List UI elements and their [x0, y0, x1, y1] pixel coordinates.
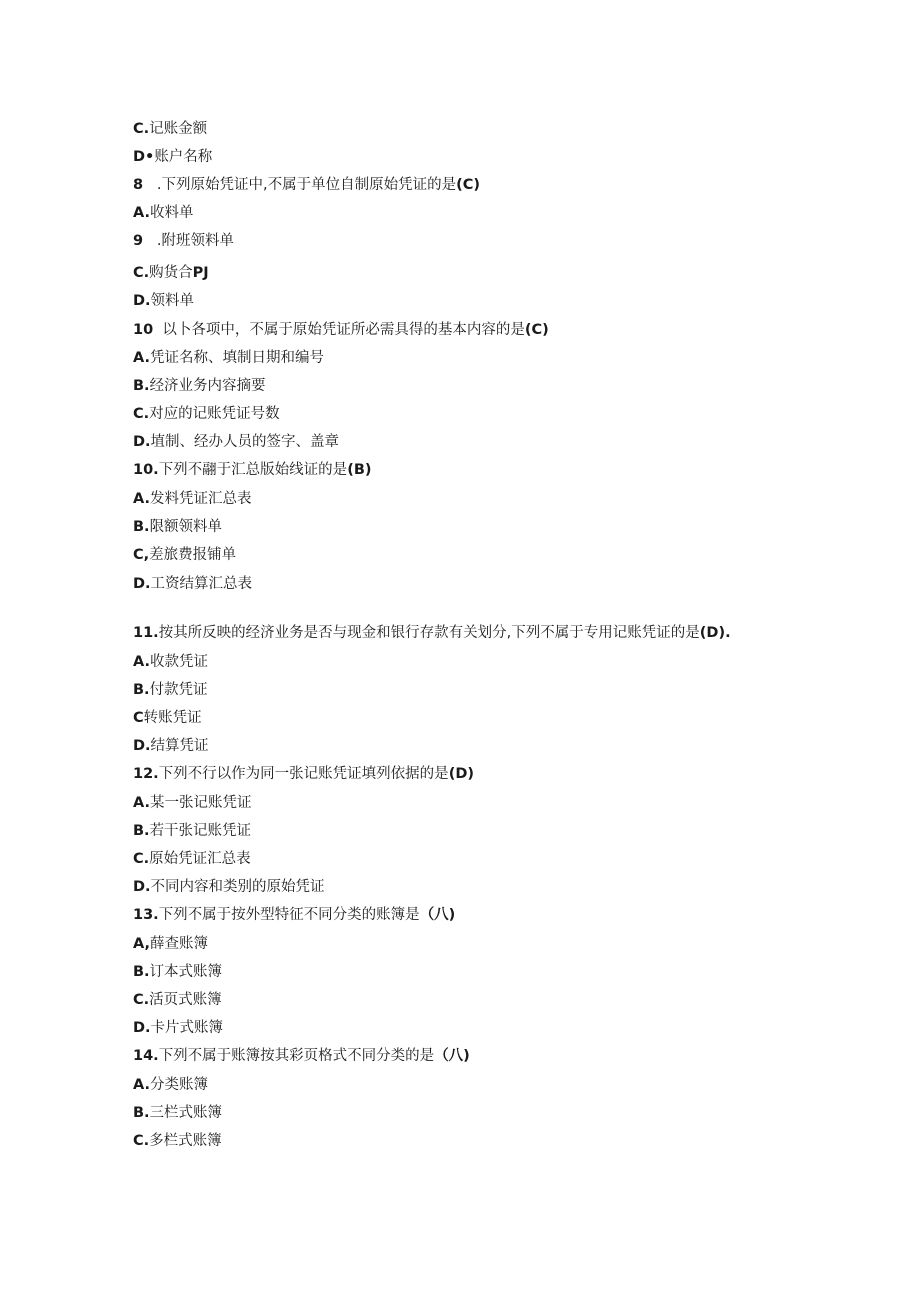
option-line: [133, 404, 280, 424]
option-text: 转账凭证: [143, 710, 202, 726]
option-text: 卡片式账簿: [150, 1020, 224, 1036]
option-letter: A.: [133, 654, 150, 670]
question-line: [133, 320, 549, 340]
option-letter: C.: [133, 265, 150, 281]
option-letter: C.: [133, 406, 150, 422]
option-line: [133, 934, 208, 954]
question-line: [133, 623, 731, 643]
option-line: [133, 652, 208, 672]
option-line: [133, 708, 202, 728]
option-text: 若干张记账凭证: [149, 823, 252, 839]
question-text: 按其所反映的经济业务是否与现金和银行存款有关划分,下列不属于专用记账凭证的是: [158, 625, 700, 641]
option-text: 收款凭证: [150, 654, 208, 670]
option-tail: PJ: [192, 265, 209, 281]
question-line: [133, 231, 234, 251]
option-letter: B.: [133, 378, 150, 394]
option-line: [133, 147, 212, 167]
option-line: [133, 376, 266, 396]
question-number: 11.: [133, 625, 159, 641]
option-text: 购货合: [149, 265, 193, 281]
option-letter: C: [133, 710, 144, 726]
question-text: 下列不属于账簿按其彩页格式不同分类的是: [158, 1048, 435, 1064]
question-text: 以卜各项中，不属于原始凭证所必需具得的基本内容的是: [153, 322, 525, 338]
option-letter: D.: [133, 738, 151, 754]
option-line: [133, 489, 252, 509]
question-number: 12.: [133, 766, 159, 782]
option-line: [133, 263, 209, 283]
question-line: [133, 460, 372, 480]
option-letter: C.: [133, 992, 150, 1008]
option-letter: D.: [133, 293, 151, 309]
option-letter: C.: [133, 1133, 150, 1149]
option-text: 经济业务内容摘要: [149, 378, 266, 394]
option-text: 对应的记账凭证号数: [149, 406, 280, 422]
option-text: 不同内容和类别的原始凭证: [150, 879, 325, 895]
option-line: [133, 291, 194, 311]
option-line: [133, 962, 222, 982]
question-number: 9: [133, 233, 144, 249]
option-letter: D.: [133, 879, 151, 895]
option-letter: C.: [133, 851, 150, 867]
question-text: .下列原始凭证中,不属于单位自制原始凭证的是: [143, 177, 457, 193]
option-letter: C.: [133, 121, 150, 137]
option-line: [133, 119, 207, 139]
option-letter: A.: [133, 491, 150, 507]
question-line: [133, 764, 474, 784]
option-text: 收料单: [150, 205, 194, 221]
question-number: 10: [133, 322, 154, 338]
option-text: 工资结算汇总表: [150, 576, 253, 592]
option-letter: B.: [133, 964, 150, 980]
option-text: 薛查账簿: [150, 936, 208, 952]
document-page: [133, 0, 873, 1301]
option-text: 限额领料单: [149, 519, 223, 535]
question-line: [133, 175, 480, 195]
option-letter: C,: [133, 547, 150, 563]
option-text: 订本式账簿: [149, 964, 223, 980]
option-line: [133, 793, 252, 813]
answer-key: (D): [448, 766, 474, 782]
option-line: [133, 203, 194, 223]
option-letter: A.: [133, 795, 150, 811]
option-line: [133, 849, 251, 869]
option-text: 分类账簿: [150, 1077, 208, 1093]
question-line: [133, 905, 455, 925]
option-line: [133, 432, 339, 452]
option-line: [133, 545, 236, 565]
option-text: 多栏式账簿: [149, 1133, 222, 1149]
option-text: 结算凭证: [150, 738, 209, 754]
option-text: 领料单: [150, 293, 195, 309]
option-line: [133, 348, 324, 368]
option-line: [133, 990, 222, 1010]
option-letter: A.: [133, 350, 150, 366]
option-letter: A.: [133, 1077, 150, 1093]
question-text: 下列不属于按外型特征不同分类的账簿是: [158, 907, 420, 923]
question-text: .附班领料单: [143, 233, 235, 249]
option-letter: B.: [133, 1105, 150, 1121]
answer-key: （八): [434, 1048, 470, 1064]
question-text: 下列不翮于汇总版始线证的是: [158, 462, 348, 478]
answer-key: (C): [524, 322, 549, 338]
option-text: 三栏式账簿: [149, 1105, 223, 1121]
option-text: 埴制、经办人员的签字、盖章: [150, 434, 340, 450]
question-number: 14.: [133, 1048, 159, 1064]
option-line: [133, 517, 222, 537]
option-text: 账户名称: [154, 149, 213, 165]
question-number: 8: [133, 177, 144, 193]
option-line: [133, 821, 251, 841]
question-text: 下列不行以作为同一张记账凭证填列依据的是: [158, 766, 449, 782]
question-number: 10.: [133, 462, 159, 478]
option-text: 活页式账簿: [149, 992, 222, 1008]
option-line: [133, 1075, 208, 1095]
answer-key: (C): [456, 177, 481, 193]
option-text: 发料凭证汇总表: [150, 491, 252, 507]
option-text: 原始凭证汇总表: [149, 851, 251, 867]
option-letter: D•: [133, 149, 155, 165]
option-letter: B.: [133, 823, 150, 839]
option-letter: D.: [133, 1020, 151, 1036]
option-line: [133, 1103, 222, 1123]
option-line: [133, 680, 208, 700]
option-letter: B.: [133, 519, 150, 535]
answer-key: (D).: [699, 625, 731, 641]
question-number: 13.: [133, 907, 159, 923]
option-line: [133, 574, 252, 594]
option-line: [133, 877, 325, 897]
option-line: [133, 1131, 222, 1151]
option-text: 某一张记账凭证: [150, 795, 252, 811]
answer-key: (B): [347, 462, 372, 478]
option-letter: A,: [133, 936, 150, 952]
question-line: [133, 1046, 470, 1066]
option-text: 凭证名称、填制日期和编号: [150, 350, 324, 366]
option-text: 差旅费报铺单: [149, 547, 237, 563]
option-letter: B.: [133, 682, 150, 698]
option-line: [133, 1018, 223, 1038]
option-line: [133, 736, 209, 756]
answer-key: （八): [419, 907, 456, 923]
option-letter: A.: [133, 205, 150, 221]
option-letter: D.: [133, 434, 151, 450]
option-text: 记账金额: [149, 121, 208, 137]
option-letter: D.: [133, 576, 151, 592]
option-text: 付款凭证: [149, 682, 208, 698]
